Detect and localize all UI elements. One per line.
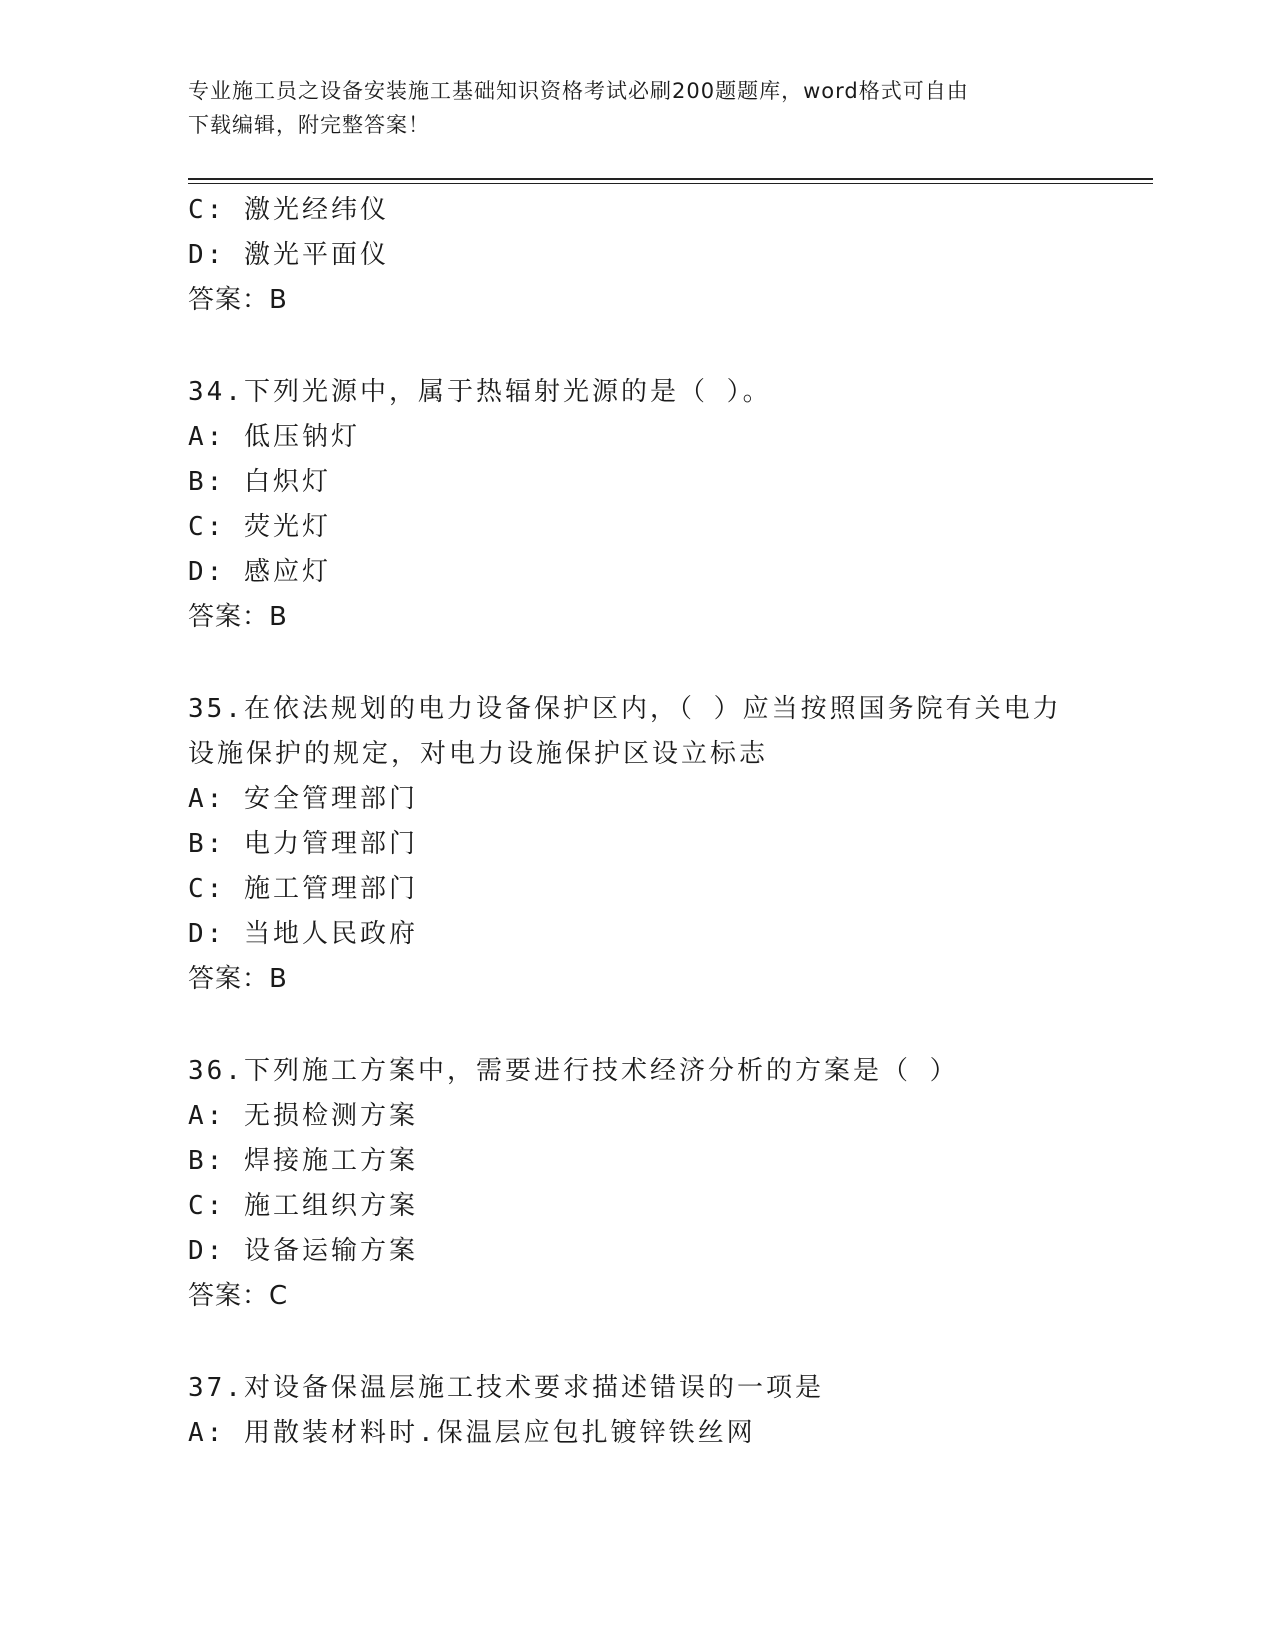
spacer xyxy=(188,1319,1088,1366)
answer-line: 答案：B xyxy=(188,285,288,315)
question-block xyxy=(188,370,1088,640)
option-line: C: 激光经纬仪 xyxy=(188,195,389,225)
answer-line: 答案：B xyxy=(188,964,288,994)
option-line: C: 荧光灯 xyxy=(188,512,331,542)
option-line: B: 白炽灯 xyxy=(188,467,331,497)
spacer xyxy=(188,640,1088,687)
question-stem: 37.对设备保温层施工技术要求描述错误的一项是 xyxy=(188,1373,824,1403)
question-block xyxy=(188,1366,1088,1456)
spacer xyxy=(188,323,1088,370)
question-block xyxy=(188,687,1088,1002)
option-line: D: 感应灯 xyxy=(188,557,331,587)
question-stem: 35.在依法规划的电力设备保护区内，（ ）应当按照国务院有关电力 xyxy=(188,694,1062,724)
option-line: C: 施工管理部门 xyxy=(188,874,418,904)
option-line: B: 电力管理部门 xyxy=(188,829,418,859)
header-line-1: 专业施工员之设备安装施工基础知识资格考试必刷200题题库，word格式可自由 xyxy=(188,79,969,103)
header-divider-thin xyxy=(188,183,1153,184)
option-line: A: 安全管理部门 xyxy=(188,784,418,814)
header-line-2: 下载编辑，附完整答案！ xyxy=(188,113,430,137)
answer-line: 答案：B xyxy=(188,602,288,632)
answer-line: 答案：C xyxy=(188,1281,289,1311)
question-stem: 34.下列光源中，属于热辐射光源的是（ ）。 xyxy=(188,377,772,407)
option-line: A: 无损检测方案 xyxy=(188,1101,418,1131)
spacer xyxy=(188,1002,1088,1049)
document-header xyxy=(188,74,1068,142)
option-line: B: 焊接施工方案 xyxy=(188,1146,418,1176)
question-stem: 设施保护的规定，对电力设施保护区设立标志 xyxy=(188,739,769,769)
option-line: C: 施工组织方案 xyxy=(188,1191,418,1221)
option-line: D: 当地人民政府 xyxy=(188,919,418,949)
option-line: A: 用散装材料时.保温层应包扎镀锌铁丝网 xyxy=(188,1418,756,1448)
question-block xyxy=(188,1049,1088,1319)
question-content xyxy=(188,188,1088,1456)
option-line: D: 设备运输方案 xyxy=(188,1236,418,1266)
header-divider-thick xyxy=(188,178,1153,180)
option-line: A: 低压钠灯 xyxy=(188,422,360,452)
option-line: D: 激光平面仪 xyxy=(188,240,389,270)
question-stem: 36.下列施工方案中，需要进行技术经济分析的方案是（ ） xyxy=(188,1056,959,1086)
